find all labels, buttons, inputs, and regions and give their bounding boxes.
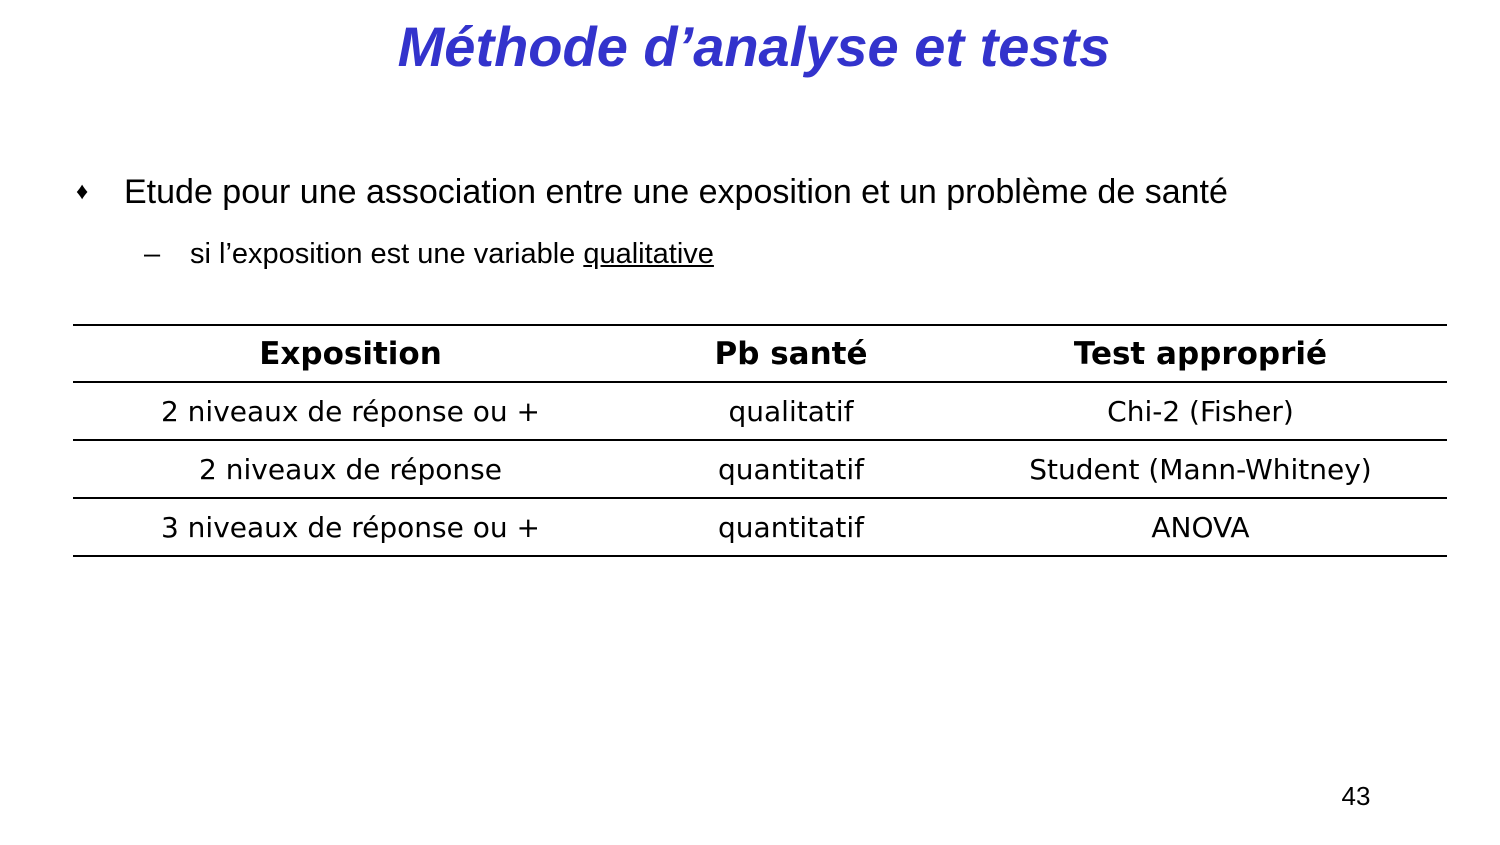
table-cell: quantitatif <box>628 498 954 556</box>
tests-table <box>73 324 1447 557</box>
table-cell: 2 niveaux de réponse ou + <box>73 382 628 440</box>
table-cell: qualitatif <box>628 382 954 440</box>
sub-bullet <box>144 235 714 273</box>
dash-bullet-icon: – <box>144 237 161 270</box>
table-header-row <box>73 325 1447 382</box>
sub-bullet-text: si l’exposition est une variable <box>190 237 584 270</box>
header-test-approprie: Test approprié <box>954 325 1447 382</box>
header-exposition: Exposition <box>73 325 628 382</box>
main-bullet-text: Etude pour une association entre une exposition et un problème de santé <box>124 172 1228 211</box>
table-cell: Student (Mann-Whitney) <box>954 440 1447 498</box>
table-row <box>73 498 1447 556</box>
table-row <box>73 440 1447 498</box>
header-pb-sante: Pb santé <box>628 325 954 382</box>
main-bullet <box>76 170 1228 214</box>
table-cell: 2 niveaux de réponse <box>73 440 628 498</box>
table-row <box>73 382 1447 440</box>
table-cell: quantitatif <box>628 440 954 498</box>
table-cell: ANOVA <box>954 498 1447 556</box>
slide-title: Méthode d’analyse et tests <box>397 15 1111 78</box>
diamond-bullet-icon: ♦ <box>76 178 89 205</box>
sub-bullet-underlined-text: qualitative <box>583 237 714 270</box>
table-cell: 3 niveaux de réponse ou + <box>73 498 628 556</box>
page-number: 43 <box>1341 781 1371 811</box>
table-cell: Chi-2 (Fisher) <box>954 382 1447 440</box>
